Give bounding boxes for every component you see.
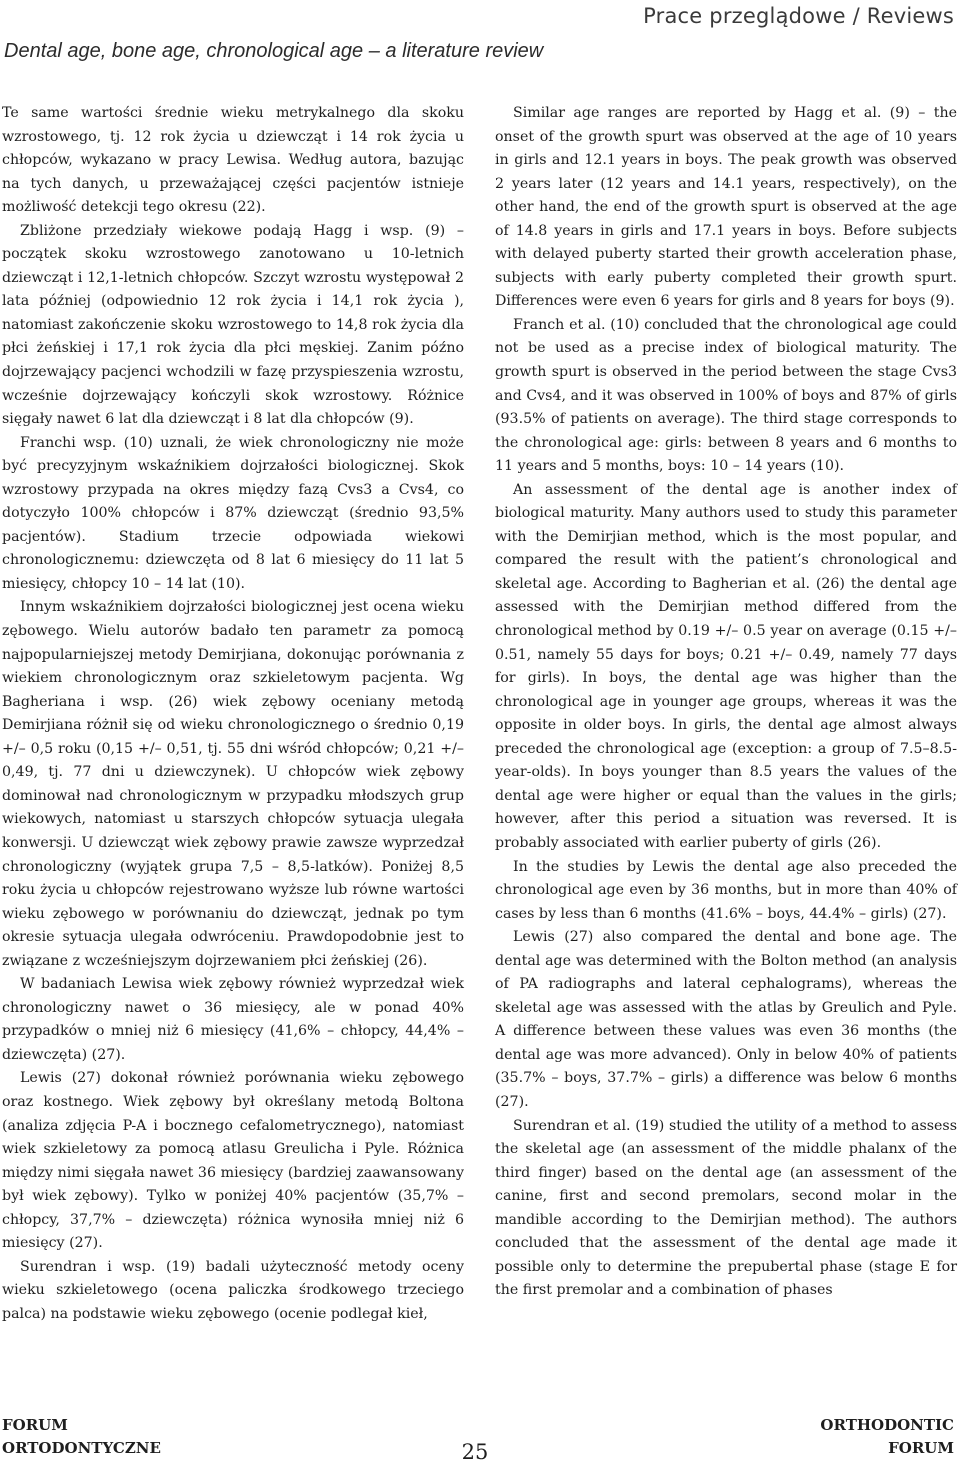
journal-name-line: FORUM — [2, 1416, 68, 1434]
journal-name-english — [820, 1414, 954, 1460]
paragraph: Zbliżone przedziały wiekowe podają Hagg i wsp. (9) – początek skoku wzrostowego zanotowano u 10-letnich dziewcząt i 12,1-letnich chłopców. Szczyt wzrostu występował 2 lata później (odpowiednio 12 rok życia i 14,1 rok życia ), natomiast zakończenie skoku wzrostowego to 14,8 rok życia dla płci żeńskiej i 17,1 rok życia dla płci męskiej. Zanim późno dojrzewający pacjenci wchodzili w fazę przyspieszenia wzrostu, wcześnie dojrzewający kończyli skok wzrostowy. Różnice sięgały nawet 6 lat dla dziewcząt i 8 lat dla chłopców (9). — [2, 222, 464, 428]
paragraph: Te same wartości średnie wieku metrykalnego dla skoku wzrostowego, tj. 12 rok życia u dziewcząt i 14 rok życia u chłopców, wykazano w pracy Lewisa. Według autora, bazując na tych danych, u przeważającej części pacjentów istnieje możliwość detekcji tego okresu (22). — [2, 105, 464, 216]
journal-name-line: ORTODONTYCZNE — [2, 1439, 161, 1457]
paragraph: In the studies by Lewis the dental age also preceded the chronological age even by 36 months, but in more than 40% of cases by less than 6 months (41.6% – boys, 44.4% – girls) (27). — [495, 858, 957, 922]
paragraph: Similar age ranges are reported by Hagg et al. (9) – the onset of the growth spurt was observed at the age of 10 years in girls and 12.1 years in boys. The peak growth was observed 2 years later (12 years and 14.1 years, respectively), on the other hand, the end of the growth spurt is observed at the age of 14.8 years in girls and 17.1 years in boys. Before subjects with delayed puberty started their growth acceleration phase, subjects with early puberty completed their growth spurt. Differences were even 6 years for girls and 8 years for boys (9). — [495, 105, 957, 310]
paragraph: Surendran i wsp. (19) badali użyteczność metody oceny wieku szkieletowego (ocena paliczka środkowego trzeciego palca) na podstawie wieku zębowego (ocenie podlegał kieł, — [2, 1258, 464, 1322]
journal-name-polish — [2, 1414, 161, 1460]
page-number: 25 — [461, 1440, 489, 1464]
paragraph: W badaniach Lewisa wiek zębowy również wyprzedzał wiek chronologiczny nawet o 36 miesięcy, ale w ponad 40% przypadków o mniej niż 6 miesięcy (41,6% – chłopcy, 44,4% – dziewczęta) (27). — [2, 976, 464, 1063]
paragraph: Lewis (27) also compared the dental and bone age. The dental age was determined with the Bolton method (an analysis of PA radiographs and lateral cephalograms), whereas the skeletal age was assessed with the atlas by Greulich and Pyle. A difference between these values was even 36 months (the dental age was more advanced). Only in below 40% of patients (35.7% – boys, 37.7% – girls) a difference was below 6 months (27). — [495, 929, 957, 1110]
paragraph: An assessment of the dental age is another index of biological maturity. Many authors used to study this parameter with the Demirjian method, which is the most popular, and compared the result with the patient’s chronological and skeletal age. According to Bagherian et al. (26) the dental age assessed with the Demirjian method differed from the chronological method by 0.19 +/– 0.5 year on average (0.15 +/– 0.51, namely 55 days for boys; 0.21 +/– 0.49, namely 77 days for girls). In boys, the dental age was higher than the chronological age in younger age groups, whereas it was the opposite in older boys. In girls, the dental age almost always preceded the chronological age (exception: a group of 7.5–8.5-year-olds). In boys younger than 8.5 years the values of the dental age were higher or equal than the values in the girls; however, after this period a situation was reversed. It is probably associated with earlier puberty of girls (26). — [495, 481, 957, 851]
paragraph: Lewis (27) dokonał również porównania wieku zębowego oraz kostnego. Wiek zębowy był określany metodą Boltona (analiza zdjęcia P-A i bocznego cefalometrycznego), natomiast wiek szkieletowy za pomocą atlasu Greulicha i Pyle. Różnica między nimi sięgała nawet 36 miesięcy (bardziej zaawansowany był wiek zębowy). Tylko w poniżej 40% pacjentów (35,7% – chłopcy, 37,7% – dziewczęta) różnica wynosiła mniej niż 6 miesięcy (27). — [2, 1070, 464, 1252]
section-label: Prace przeglądowe / Reviews — [643, 4, 954, 28]
journal-name-line: ORTHODONTIC — [820, 1416, 954, 1434]
paragraph: Franch et al. (10) concluded that the chronological age could not be used as a precise index of biological maturity. The growth spurt is observed in the period between the stage Cvs3 and Cvs4, and it was observed in 100% of boys and 87% of girls (93.5% of patients on average). The third stage corresponds to the chronological age: girls: between 8 years and 6 months to 11 years and 5 months, boys: 10 – 14 years (10). — [495, 316, 957, 475]
journal-name-line: FORUM — [888, 1439, 954, 1457]
right-column-english-text — [495, 102, 957, 1303]
left-column-polish-text — [2, 102, 464, 1326]
paragraph: Franchi wsp. (10) uznali, że wiek chronologiczny nie może być precyzyjnym wskaźnikiem dojrzałości biologicznej. Skok wzrostowy przypada na okres między fazą Cvs3 a Cvs4, co dotyczyło 100% chłopców i 87% dziewcząt (średnio 93,5% pacjentów). Stadium trzecie odpowiada wiekowi chronologicznemu: dziewczęta od 8 lat 6 miesięcy do 11 lat 5 miesięcy, chłopcy 10 – 14 lat (10). — [2, 434, 464, 592]
paragraph: Surendran et al. (19) studied the utility of a method to assess the skeletal age (an assessment of the middle phalanx of the third finger) based on the dental age (an assessment of the canine, first and second premolars, second molar in the mandible according to the Demirjian method). The authors concluded that the assessment of the dental age made it possible only to determine the prepubertal phase (stage E for the first premolar and a combination of phases — [495, 1117, 957, 1299]
running-title: Dental age, bone age, chronological age – a literature review — [4, 40, 544, 62]
paragraph: Innym wskaźnikiem dojrzałości biologicznej jest ocena wieku zębowego. Wielu autorów badało ten parametr za pomocą najpopularniejszej metody Demirjiana, dokonując porównania z wiekiem chronologicznym oraz szkieletowym pacjenta. Wg Bagheriana i wsp. (26) wiek zębowy oceniany metodą Demirjiana różnił się od wieku chronologicznego o średnio 0,19 +/– 0,5 roku (0,15 +/– 0,51, tj. 55 dni wśród chłopców; 0,21 +/– 0,49, tj. 77 dni u dziewczynek). U chłopców wiek zębowy dominował nad chronologicznym w przypadku młodszych grup wiekowych, natomiast u starszych chłopców sytuacja ulegała konwersji. U dziewcząt wiek zębowy prawie zawsze wyprzedzał chronologiczny (wyjątek grupa 7,5 – 8,5-latków). Poniżej 8,5 roku życia u chłopców rejestrowano wyższe lub równe wartości wieku zębowego w porównaniu do dziewcząt, jednak po tym okresie sytuacja ulegała odwróceniu. Prawdopodobnie jest to związane z wcześniejszym dojrzewaniem płci żeńskiej (26). — [2, 599, 464, 969]
